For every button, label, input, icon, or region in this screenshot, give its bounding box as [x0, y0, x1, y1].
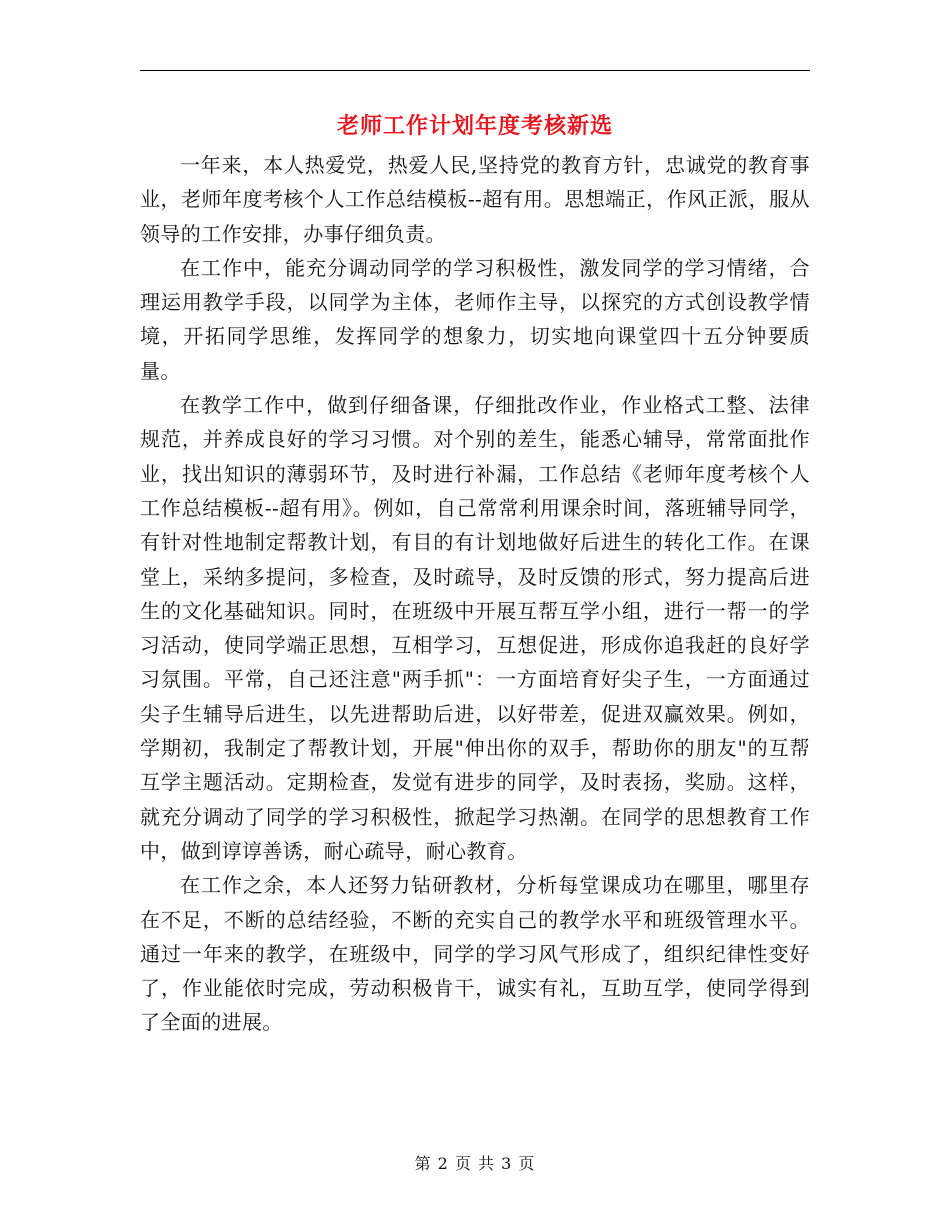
paragraph-3: 在教学工作中，做到仔细备课，仔细批改作业，作业格式工整、法律规范，并养成良好的学习习惯。对个别的差生，能悉心辅导，常常面批作业，找出知识的薄弱环节，及时进行补漏，工作总结《老师年度考核个人工作总结模板--超有用》。例如，自己常常利用课余时间，落班辅导同学，有针对性地制定帮教计划，有目的有计划地做好后进生的转化工作。在课堂上，采纳多提问，多检查，及时疏导，及时反馈的形式，努力提高后进生的文化基础知识。同时，在班级中开展互帮互学小组，进行一帮一的学习活动，使同学端正思想，互相学习，互想促进，形成你追我赶的良好学习氛围。平常，自己还注意"两手抓"：一方面培育好尖子生，一方面通过尖子生辅导后进生，以先进帮助后进，以好带差，促进双赢效果。例如，学期初，我制定了帮教计划，开展"伸出你的双手，帮助你的朋友"的互帮互学主题活动。定期检查，发觉有进步的同学，及时表扬，奖励。这样，就充分调动了同学的学习积极性，掀起学习热潮。在同学的思想教育工作中，做到谆谆善诱，耐心疏导，耐心教育。	[140, 393, 810, 863]
paragraph-4: 在工作之余，本人还努力钻研教材，分析每堂课成功在哪里，哪里存在不足，不断的总结经验，不断的充实自己的教学水平和班级管理水平。通过一年来的教学，在班级中，同学的学习风气形成了，组织纪律性变好了，作业能依时完成，劳动积极肯干，诚实有礼，互助互学，使同学得到了全面的进展。	[140, 873, 810, 1035]
paragraph-2: 在工作中，能充分调动同学的学习积极性，激发同学的学习情绪，合理运用教学手段，以同学为主体，老师作主导，以探究的方式创设教学情境，开拓同学思维，发挥同学的想象力，切实地向课堂四十五分钟要质量。	[140, 255, 810, 383]
document-body	[140, 148, 810, 1040]
document-title: 老师工作计划年度考核新选	[336, 113, 613, 139]
paragraph-1: 一年来，本人热爱党，热爱人民,坚持党的教育方针，忠诚党的教育事业，老师年度考核个人工作总结模板--超有用。思想端正，作风正派，服从领导的工作安排，办事仔细负责。	[140, 153, 810, 246]
header-rule	[140, 70, 810, 71]
page-number: 第 2 页 共 3 页	[414, 1154, 536, 1173]
